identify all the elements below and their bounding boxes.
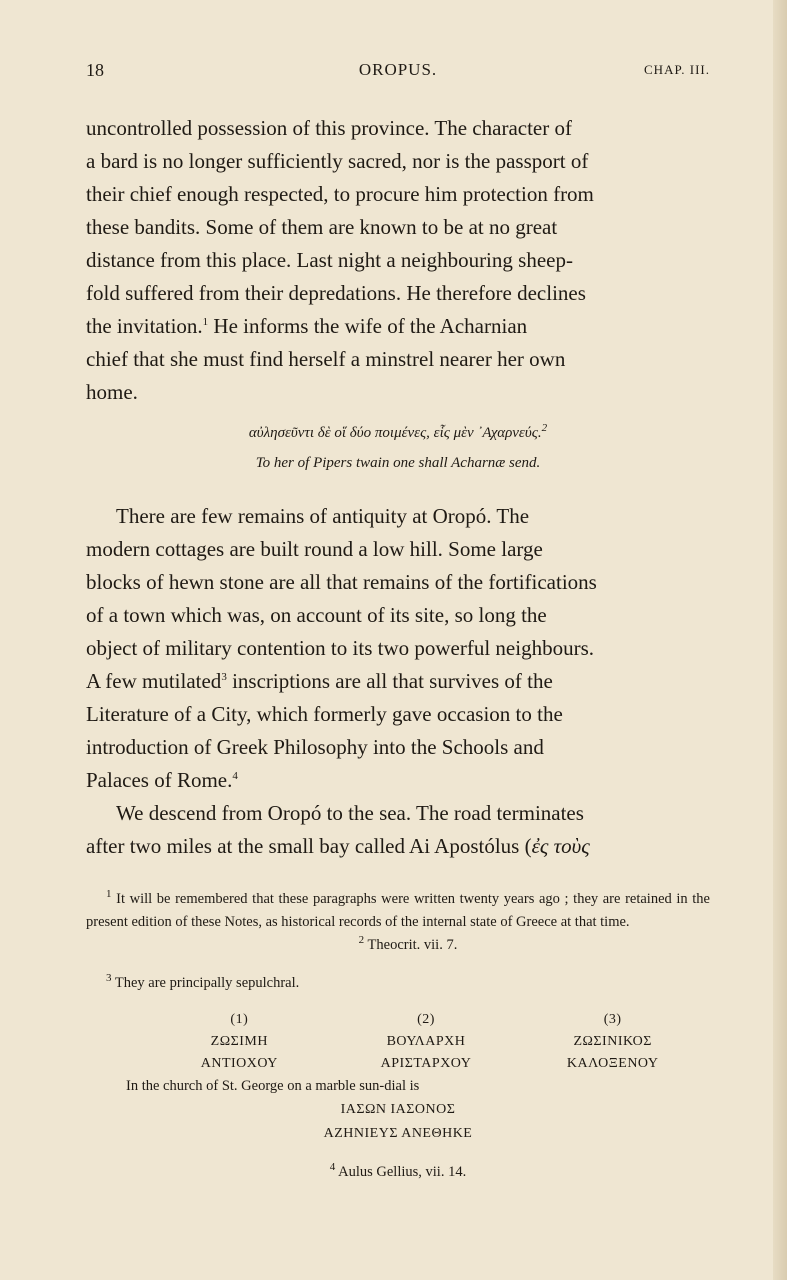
text-span: A few mutilated xyxy=(86,669,222,693)
page-number: 18 xyxy=(86,60,104,80)
text-line xyxy=(86,310,710,343)
text-line: object of military contention to its two powerful neighbours. xyxy=(86,636,594,660)
footnote-text: Theocrit. vii. 7. xyxy=(367,937,458,953)
text-line: introduction of Greek Philosophy into the Schools and xyxy=(86,735,544,759)
greek-verse xyxy=(86,418,710,448)
text-line: of a town which was, on account of its site, so long the xyxy=(86,603,547,627)
footnote-3 xyxy=(86,972,710,995)
greek-phrase: ἐς τοὺς xyxy=(531,834,590,858)
page-edge xyxy=(773,0,787,1280)
inscription-number: (2) xyxy=(417,1012,435,1027)
chapter-label: CHAP. III. xyxy=(644,62,710,77)
text-line: a bard is no longer sufficiently sacred, nor is the passport of xyxy=(86,149,589,173)
sundial-line: ΑΖΗΝΙΕΥΣ ΑΝΕΘΗΚΕ xyxy=(323,1126,473,1141)
inscription-number: (3) xyxy=(603,1012,622,1027)
text-line: There are few remains of antiquity at Oropó. The xyxy=(116,504,530,528)
english-verse: To her of Pipers twain one shall Acharnæ send. xyxy=(255,455,541,471)
footnote-ref-4: 4 xyxy=(232,770,238,782)
text-line: We descend from Oropó to the sea. The road terminates xyxy=(116,801,584,825)
footnote-2 xyxy=(86,934,710,957)
text-span: He informs the wife of the Acharnian xyxy=(213,314,528,338)
inscription-line: ΑΝΤΙΟΧΟΥ xyxy=(200,1056,278,1071)
inscription-line: ΖΩΣΙΜΗ xyxy=(210,1034,268,1049)
inscription-line: ΚΑΛΟΞΕΝΟΥ xyxy=(566,1056,659,1071)
sundial-line: ΙΑΣΩΝ ΙΑΣΟΝΟΣ xyxy=(340,1102,456,1117)
footnote-text: Aulus Gellius, vii. 14. xyxy=(338,1163,467,1180)
footnote-ref-2: 2 xyxy=(541,422,548,434)
text-line: distance from this place. Last night a neighbouring sheep- xyxy=(86,248,573,272)
text-line: these bandits. Some of them are known to be at no great xyxy=(86,215,558,239)
footnote-mark: 2 xyxy=(358,934,365,947)
text-span: Palaces of Rome. xyxy=(86,768,233,792)
text-line: home. xyxy=(86,380,138,404)
inscription-line: ΖΩΣΙΝΙΚΟΣ xyxy=(573,1034,652,1049)
paragraph-1 xyxy=(86,112,710,409)
text-line: modern cottages are built round a low hill. Some large xyxy=(86,537,543,561)
inscription-number: (1) xyxy=(230,1012,249,1027)
running-header xyxy=(86,60,710,86)
footnote-1 xyxy=(86,888,710,934)
inscriptions-table xyxy=(146,1009,706,1075)
footnote-mark: 3 xyxy=(106,971,112,984)
footnote-ref-3: 3 xyxy=(221,671,227,683)
text-line: fold suffered from their depredations. He therefore declines xyxy=(86,281,586,305)
text-span: inscriptions are all that survives of the xyxy=(232,669,553,693)
sundial-inscription xyxy=(86,1098,710,1146)
text-line: chief that she must find herself a minstrel nearer her own xyxy=(86,347,566,371)
text-span: the invitation. xyxy=(86,314,203,338)
text-line: Literature of a City, which formerly gave occasion to the xyxy=(86,702,563,726)
church-note: In the church of St. George on a marble sun-dial is xyxy=(126,1078,420,1094)
greek-verse-text: αὐλησεῦντι δὲ οἵ δύο ποιμένες, εἷς μὲν ᾿Αχαρνεύς. xyxy=(248,425,542,441)
running-title: OROPUS. xyxy=(358,60,438,79)
text-line xyxy=(86,764,710,797)
text-line: their chief enough respected, to procure him protection from xyxy=(86,182,594,206)
footnote-mark: 1 xyxy=(106,888,112,901)
text-line xyxy=(86,665,710,698)
footnotes xyxy=(86,888,710,1198)
verse-quotation xyxy=(86,418,710,478)
text-line: blocks of hewn stone are all that remains of the fortifications xyxy=(86,570,597,594)
text-line xyxy=(86,830,710,863)
footnote-4 xyxy=(86,1161,710,1184)
inscription-line: ΑΡΙΣΤΑΡΧΟΥ xyxy=(380,1056,472,1071)
paragraph-2 xyxy=(86,500,710,863)
footnote-text: They are principally sepulchral. xyxy=(114,974,300,991)
footnote-mark: 4 xyxy=(329,1160,336,1173)
footnote-text: It will be remembered that these paragraphs were written twenty years ago ; they are retained in the present edition of these Notes, as historical records of the internal state of Greece at that time. xyxy=(86,891,710,930)
inscription-line: ΒΟΥΛΑΡΧΗ xyxy=(386,1034,466,1049)
footnote-ref-1: 1 xyxy=(202,316,209,328)
text-span: after two miles at the small bay called Ai Apostólus ( xyxy=(86,834,532,858)
text-line: uncontrolled possession of this province. The character of xyxy=(86,116,572,140)
